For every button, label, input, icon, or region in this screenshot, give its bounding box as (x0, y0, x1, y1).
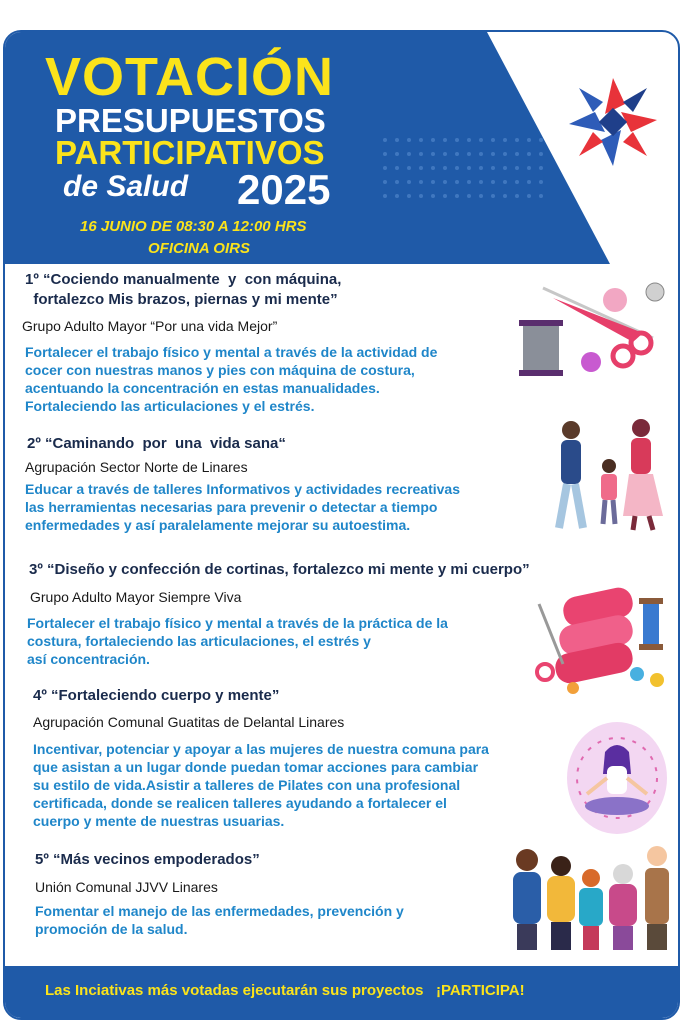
project-3-title: 3º “Diseño y confección de cortinas, fortalezco mi mente y mi cuerpo” (29, 561, 530, 578)
project-3-group: Grupo Adulto Mayor Siempre Viva (30, 589, 242, 605)
desc-line: Fortalecer el trabajo físico y mental a través de la práctica de la (27, 615, 448, 631)
project-1-title-line2: fortalezco Mis brazos, piernas y mi mente” (25, 291, 338, 308)
event-date: 16 JUNIO DE 08:30 A 12:00 HRS (80, 218, 307, 235)
header-banner (5, 32, 680, 264)
project-3-description (27, 614, 448, 668)
desc-line: las herramientas necesarias para prevenir o detectar a tiempo (25, 499, 438, 515)
project-4-description (33, 740, 489, 830)
project-4-title: 4º “Fortaleciendo cuerpo y mente” (33, 687, 280, 704)
footer-banner (5, 963, 680, 1018)
desc-line: su estilo de vida.Asistir a talleres de Pilates con una profesional (33, 777, 461, 793)
project-2-title: 2º “Caminando por una vida sana“ (27, 435, 286, 452)
project-5-group: Unión Comunal JJVV Linares (35, 879, 218, 895)
title-year: 2025 (237, 166, 331, 213)
project-2-description (25, 480, 460, 534)
desc-line: Fortaleciendo las articulaciones y el estrés. (25, 398, 315, 414)
event-location: OFICINA OIRS (148, 240, 250, 257)
desc-line: cocer con nuestras manos y pies con máquina de costura, (25, 362, 415, 378)
desc-line: cuerpo y mente de nuestras usuarias. (33, 813, 285, 829)
desc-line: Incentivar, potenciar y apoyar a las mujeres de nuestra comuna para (33, 741, 489, 757)
project-2-group: Agrupación Sector Norte de Linares (25, 459, 248, 475)
star-logo-icon (565, 74, 661, 170)
desc-line: que asistan a un lugar donde puedan tomar acciones para cambiar (33, 759, 479, 775)
desc-line: costura, fortaleciendo las articulaciones, el estrés y (27, 633, 371, 649)
family-walking-icon (545, 416, 675, 536)
desc-line: Fortalecer el trabajo físico y mental a través de la actividad de (25, 344, 438, 360)
sewing-kit-icon (513, 278, 669, 378)
desc-line: Educar a través de talleres Informativos y actividades recreativas (25, 481, 461, 497)
fabric-rolls-icon (533, 584, 675, 696)
project-4-group: Agrupación Comunal Guatitas de Delantal Linares (33, 714, 345, 730)
title-presupuestos: PRESUPUESTOS (55, 102, 326, 139)
community-group-icon (505, 840, 677, 952)
footer-cta-text: Las Inciativas más votadas ejecutarán sus proyectos ¡PARTICIPA! (45, 982, 525, 999)
project-5-title: 5º “Más vecinos empoderados” (35, 851, 260, 868)
project-1-group: Grupo Adulto Mayor “Por una vida Mejor” (22, 318, 278, 334)
poster (3, 30, 680, 1020)
desc-line: acentuando la concentración en estas manualidades. (25, 380, 380, 396)
meditation-woman-icon (565, 718, 669, 834)
project-1-description (25, 343, 437, 415)
title-participativos: PARTICIPATIVOS (55, 134, 325, 171)
desc-line: promoción de la salud. (35, 921, 188, 937)
desc-line: enfermedades y así paralelamente mejorar su autoestima. (25, 517, 411, 533)
title-votacion: VOTACIÓN (45, 47, 334, 107)
title-de-salud: de Salud (63, 170, 189, 203)
project-5-description (35, 902, 404, 938)
desc-line: certificada, donde se realicen talleres ayudando a fortalecer el (33, 795, 447, 811)
desc-line: así concentración. (27, 651, 150, 667)
desc-line: Fomentar el manejo de las enfermedades, prevención y (35, 903, 404, 919)
project-1-title-line1: 1º “Cociendo manualmente y con máquina, (25, 271, 342, 288)
